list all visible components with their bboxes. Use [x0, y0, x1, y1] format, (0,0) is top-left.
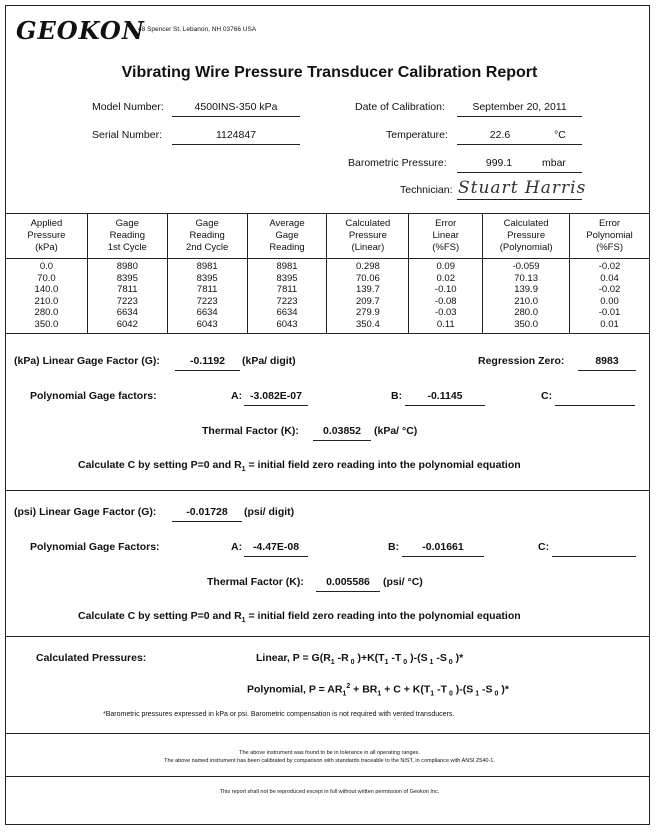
cell: 7811	[87, 284, 167, 296]
psi-gage-factor-unit: (psi/ digit)	[244, 506, 295, 518]
table-row	[6, 307, 650, 319]
kpa-thermal-underline	[313, 440, 371, 441]
cell: 6043	[247, 319, 327, 334]
kpa-a-underline	[244, 405, 308, 406]
temperature-unit: °C	[554, 129, 566, 141]
temperature-underline	[457, 144, 582, 145]
barometric-footnote: *Barometric pressures expressed in kPa or psi. Barometric compensation is not required with vented transducers.	[103, 711, 455, 718]
table-row	[6, 296, 650, 308]
kpa-thermal-unit: (kPa/ °C)	[374, 425, 418, 437]
kpa-c-underline	[555, 405, 635, 406]
cell: 0.01	[570, 319, 650, 334]
psi-gage-factor-label: (psi) Linear Gage Factor (G):	[14, 506, 157, 518]
cell: -0.02	[570, 259, 650, 273]
date-underline	[457, 116, 582, 117]
cell: 210.0	[483, 296, 570, 308]
cell: 350.0	[483, 319, 570, 334]
cell: -0.059	[483, 259, 570, 273]
linear-formula: Linear, $P = G(R_1$ -R $_0$ )$+K(T_1$ -T $_0$ )-(S $_1$ -S $_0$ )*	[256, 652, 464, 667]
table-header-row	[6, 214, 650, 259]
col-reading-1st: Gage Reading 1st Cycle	[87, 214, 167, 259]
barometric-label: Barometric Pressure:	[348, 157, 447, 169]
technician-label: Technician:	[400, 184, 453, 196]
regression-zero-label: Regression Zero:	[478, 355, 565, 367]
model-underline	[172, 116, 300, 117]
cell: 6042	[87, 319, 167, 334]
psi-thermal-value: 0.005586	[326, 576, 370, 588]
kpa-b-value: -0.1145	[427, 390, 463, 402]
calculated-pressures-label: Calculated Pressures:	[36, 652, 147, 664]
geokon-logo: GEOKON	[16, 16, 145, 45]
serial-underline	[172, 144, 300, 145]
tolerance-statement: The above instrument was found to be in tolerance in all operating ranges.	[239, 750, 420, 756]
temperature-label: Temperature:	[386, 129, 448, 141]
section-divider	[5, 636, 650, 637]
kpa-gage-factor-unit: (kPa/ digit)	[242, 355, 296, 367]
psi-calc-c-note: Calculate C by setting P=0 and $R_1$ = initial field zero reading into the polynomial equation	[78, 610, 521, 625]
psi-thermal-label: Thermal Factor (K):	[207, 576, 304, 588]
cell: 350.4	[327, 319, 409, 334]
psi-b-label: B:	[388, 541, 400, 553]
psi-b-value: -0.01661	[422, 541, 464, 553]
kpa-gage-factor-underline	[175, 370, 240, 371]
cell: 7223	[247, 296, 327, 308]
psi-c-underline	[552, 556, 636, 557]
cell: 70.0	[6, 273, 88, 285]
psi-c-label: C:	[538, 541, 550, 553]
cell: 0.11	[409, 319, 483, 334]
technician-signature: Stuart Harris	[458, 178, 587, 198]
psi-b-underline	[402, 556, 484, 557]
cell: 70.06	[327, 273, 409, 285]
kpa-c-label: C:	[541, 390, 553, 402]
psi-gage-factor-underline	[172, 521, 242, 522]
cell: 7811	[247, 284, 327, 296]
barometric-unit: mbar	[542, 157, 566, 169]
serial-label: Serial Number:	[92, 129, 163, 141]
col-error-linear: Error Linear (%FS)	[409, 214, 483, 259]
col-average-reading: Average Gage Reading	[247, 214, 327, 259]
psi-gage-factor-value: -0.01728	[186, 506, 228, 518]
psi-thermal-underline	[316, 591, 380, 592]
serial-value: 1124847	[215, 129, 257, 141]
regression-zero-value: 8983	[595, 355, 619, 367]
cell: 0.00	[570, 296, 650, 308]
cell: 7223	[87, 296, 167, 308]
cell: -0.03	[409, 307, 483, 319]
cell: 279.9	[327, 307, 409, 319]
psi-thermal-unit: (psi/ °C)	[383, 576, 423, 588]
calibration-table	[5, 213, 650, 334]
cell: 8395	[87, 273, 167, 285]
table-row	[6, 284, 650, 296]
cell: 8981	[167, 259, 247, 273]
kpa-b-underline	[405, 405, 485, 406]
technician-underline	[457, 199, 582, 200]
psi-a-value: -4.47E-08	[252, 541, 300, 553]
cell: 280.0	[6, 307, 88, 319]
cell: 0.298	[327, 259, 409, 273]
cell: 280.0	[483, 307, 570, 319]
col-reading-2nd: Gage Reading 2nd Cycle	[167, 214, 247, 259]
kpa-gage-factor-value: -0.1192	[189, 355, 226, 367]
cell: 350.0	[6, 319, 88, 334]
cell: -0.01	[570, 307, 650, 319]
report-title: Vibrating Wire Pressure Transducer Calibration Report	[121, 64, 538, 81]
temperature-value: 22.6	[489, 129, 511, 141]
section-divider	[5, 733, 650, 734]
model-label: Model Number:	[92, 101, 164, 113]
cell: 6634	[87, 307, 167, 319]
col-calc-linear: Calculated Pressure (Linear)	[327, 214, 409, 259]
cell: -0.08	[409, 296, 483, 308]
report-frame	[5, 5, 650, 825]
polynomial-formula: Polynomial, $P = AR_1^2 + BR_1 + C + K(T_1$ -T $_0$ )-(S $_1$ -S $_0$ )*	[247, 683, 509, 698]
date-label: Date of Calibration:	[355, 101, 445, 113]
kpa-calc-c-note: Calculate C by setting P=0 and $R_1$ = initial field zero reading into the polynomial equation	[78, 459, 521, 474]
date-value: September 20, 2011	[472, 101, 567, 113]
cell: 8980	[87, 259, 167, 273]
cell: 0.09	[409, 259, 483, 273]
cell: -0.02	[570, 284, 650, 296]
cell: 0.0	[6, 259, 88, 273]
regression-zero-underline	[578, 370, 636, 371]
cell: 0.04	[570, 273, 650, 285]
section-divider	[5, 490, 650, 491]
kpa-thermal-label: Thermal Factor (K):	[202, 425, 299, 437]
col-applied-pressure: Applied Pressure (kPa)	[6, 214, 88, 259]
kpa-thermal-value: 0.03852	[323, 425, 361, 437]
barometric-underline	[457, 172, 582, 173]
cell: 8395	[247, 273, 327, 285]
cell: 210.0	[6, 296, 88, 308]
section-divider	[5, 776, 650, 777]
cell: 7223	[167, 296, 247, 308]
nist-statement: The above named instrument has been calibrated by comparison with standards traceable to the NIST, in compliance with ANSI Z540-1.	[164, 758, 495, 764]
reproduction-notice: This report shall not be reproduced except in full without written permission of Geokon Inc.	[219, 789, 440, 795]
cell: 209.7	[327, 296, 409, 308]
cell: 6634	[167, 307, 247, 319]
cell: 8981	[247, 259, 327, 273]
table-row	[6, 259, 650, 273]
cell: 6043	[167, 319, 247, 334]
cell: 139.7	[327, 284, 409, 296]
kpa-poly-label: Polynomial Gage factors:	[30, 390, 157, 402]
model-value: 4500INS-350 kPa	[194, 101, 278, 113]
kpa-a-label: A:	[231, 390, 243, 402]
table-row	[6, 273, 650, 285]
cell: 140.0	[6, 284, 88, 296]
table-row	[6, 319, 650, 334]
kpa-gage-factor-label: (kPa) Linear Gage Factor (G):	[14, 355, 160, 367]
psi-a-underline	[244, 556, 308, 557]
cell: 139.9	[483, 284, 570, 296]
barometric-value: 999.1	[485, 157, 513, 169]
kpa-b-label: B:	[391, 390, 403, 402]
psi-poly-label: Polynomial Gage Factors:	[30, 541, 160, 553]
cell: -0.10	[409, 284, 483, 296]
col-error-polynomial: Error Polynomial (%FS)	[570, 214, 650, 259]
cell: 6634	[247, 307, 327, 319]
company-address: 48 Spencer St. Lebanon, NH 03766 USA	[138, 26, 257, 33]
cell: 7811	[167, 284, 247, 296]
cell: 70.13	[483, 273, 570, 285]
col-calc-polynomial: Calculated Pressure (Polynomial)	[483, 214, 570, 259]
cell: 8395	[167, 273, 247, 285]
cell: 0.02	[409, 273, 483, 285]
psi-a-label: A:	[231, 541, 243, 553]
kpa-a-value: -3.082E-07	[250, 390, 302, 402]
